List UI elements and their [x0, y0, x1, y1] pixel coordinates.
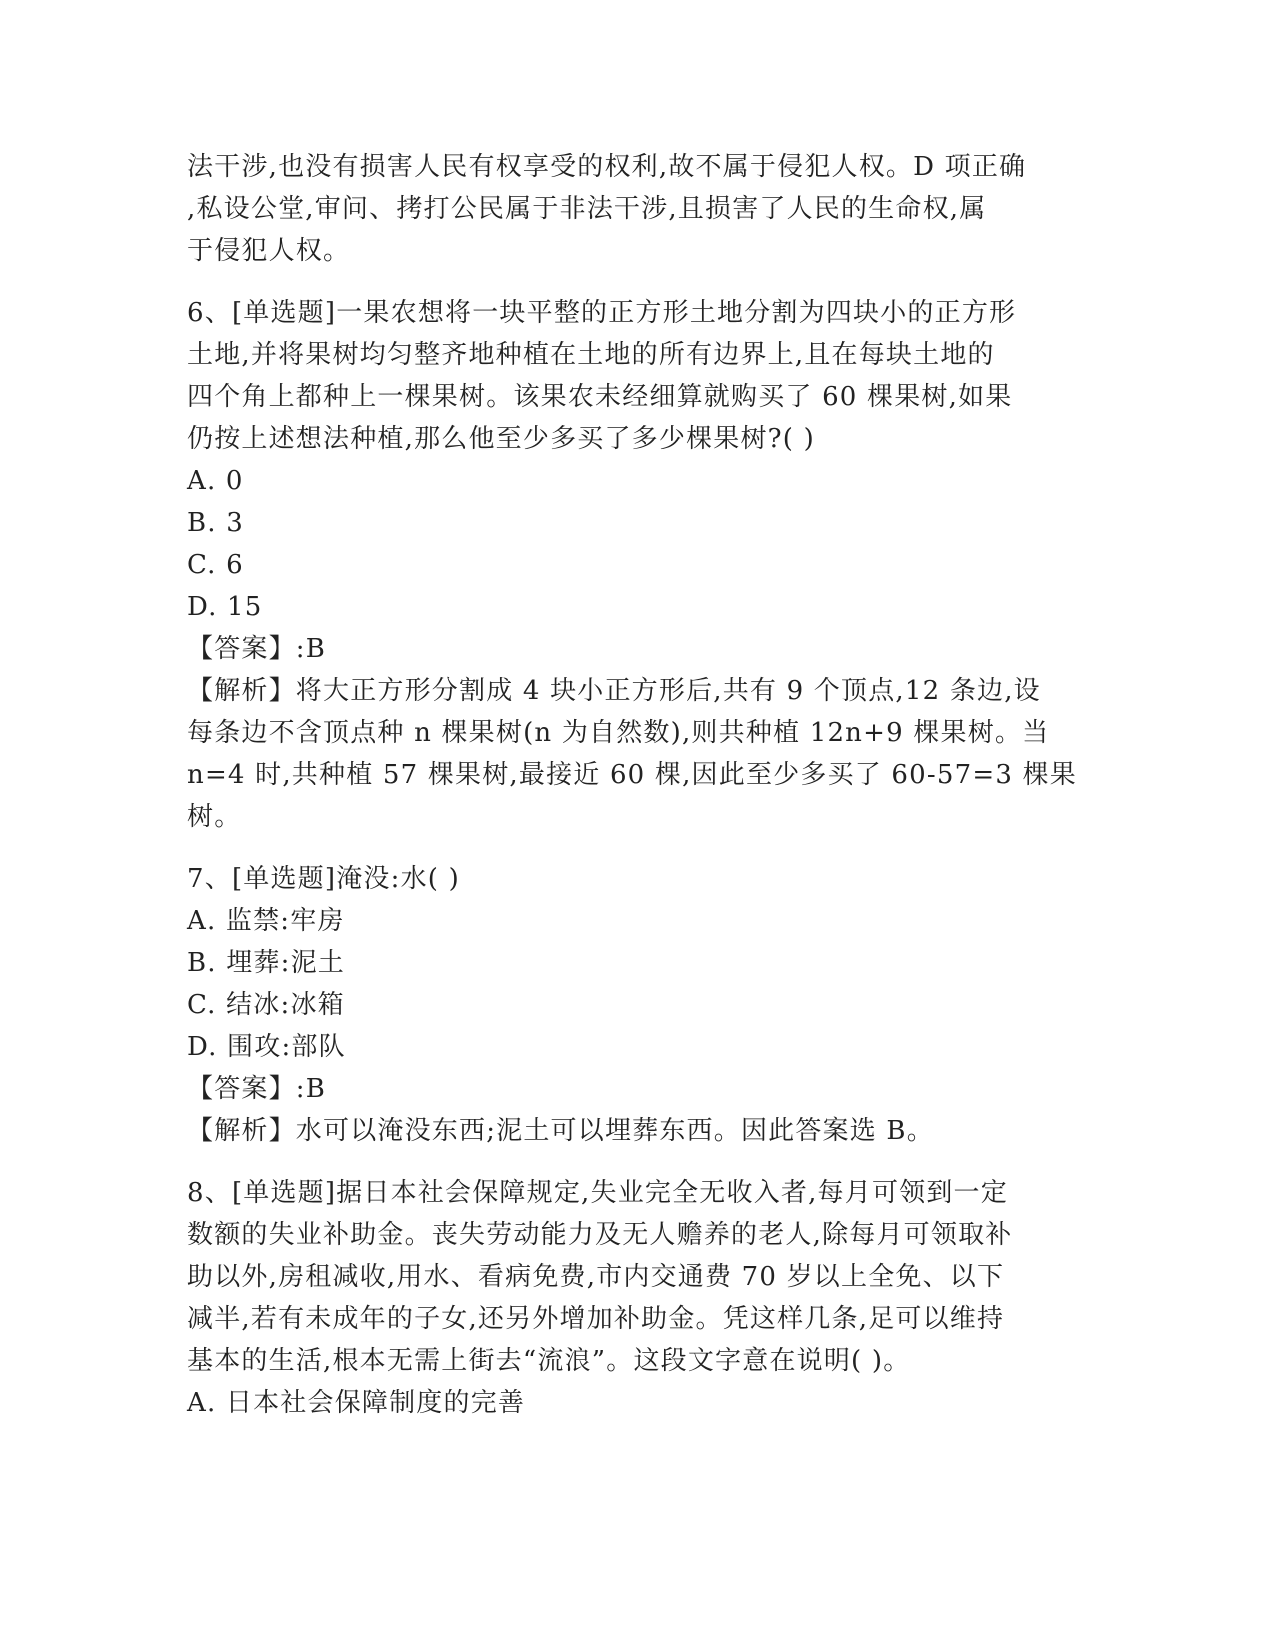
answer-line: 【答案】:B	[187, 634, 327, 664]
option-c: C. 6	[187, 550, 244, 580]
paragraph-gap	[187, 838, 1087, 858]
option-c: C. 结冰:冰箱	[187, 990, 345, 1020]
question-stem-line: 仍按上述想法种植,那么他至少多买了多少棵果树?( )	[187, 424, 815, 454]
explanation-line: 【解析】将大正方形分割成 4 块小正方形后,共有 9 个顶点,12 条边,设	[187, 676, 1041, 706]
paragraph-gap	[187, 272, 1087, 292]
paragraph-gap	[187, 1152, 1087, 1172]
explanation-line: 树。	[187, 802, 242, 832]
option-b: B. 埋葬:泥土	[187, 948, 345, 978]
option-d: D. 15	[187, 592, 263, 622]
question-stem-line: 数额的失业补助金。丧失劳动能力及无人赡养的老人,除每月可领取补	[187, 1220, 1013, 1250]
question-stem-line: 8、[单选题]据日本社会保障规定,失业完全无收入者,每月可领到一定	[187, 1178, 1008, 1208]
previous-explanation-tail	[187, 146, 1087, 272]
text-line: 法干涉,也没有损害人民有权享受的权利,故不属于侵犯人权。D 项正确	[187, 152, 1027, 182]
question-stem-line: 7、[单选题]淹没:水( )	[187, 864, 460, 894]
question-stem-line: 土地,并将果树均匀整齐地种植在土地的所有边界上,且在每块土地的	[187, 340, 995, 370]
option-a: A. 日本社会保障制度的完善	[187, 1388, 526, 1418]
question-stem-line: 6、[单选题]一果农想将一块平整的正方形土地分割为四块小的正方形	[187, 298, 1017, 328]
question-stem-line: 基本的生活,根本无需上街去“流浪”。这段文字意在说明( )。	[187, 1346, 911, 1376]
page-content	[187, 146, 1087, 1424]
option-a: A. 监禁:牢房	[187, 906, 345, 936]
explanation-line: 【解析】水可以淹没东西;泥土可以埋葬东西。因此答案选 B。	[187, 1116, 934, 1146]
question-stem-line: 四个角上都种上一棵果树。该果农未经细算就购买了 60 棵果树,如果	[187, 382, 1013, 412]
option-b: B. 3	[187, 508, 244, 538]
explanation-line: n=4 时,共种植 57 棵果树,最接近 60 棵,因此至少多买了 60-57=3 棵果	[187, 760, 1077, 790]
question-stem-line: 减半,若有未成年的子女,还另外增加补助金。凭这样几条,足可以维持	[187, 1304, 1005, 1334]
answer-line: 【答案】:B	[187, 1074, 327, 1104]
option-d: D. 围攻:部队	[187, 1032, 346, 1062]
explanation-line: 每条边不含顶点种 n 棵果树(n 为自然数),则共种植 12n+9 棵果树。当	[187, 718, 1050, 748]
question-stem-line: 助以外,房租减收,用水、看病免费,市内交通费 70 岁以上全免、以下	[187, 1262, 1005, 1292]
text-line: ,私设公堂,审问、拷打公民属于非法干涉,且损害了人民的生命权,属	[187, 194, 987, 224]
text-line: 于侵犯人权。	[187, 236, 351, 266]
option-a: A. 0	[187, 466, 244, 496]
question-7	[187, 858, 1087, 1152]
question-6	[187, 292, 1087, 838]
question-8	[187, 1172, 1087, 1424]
